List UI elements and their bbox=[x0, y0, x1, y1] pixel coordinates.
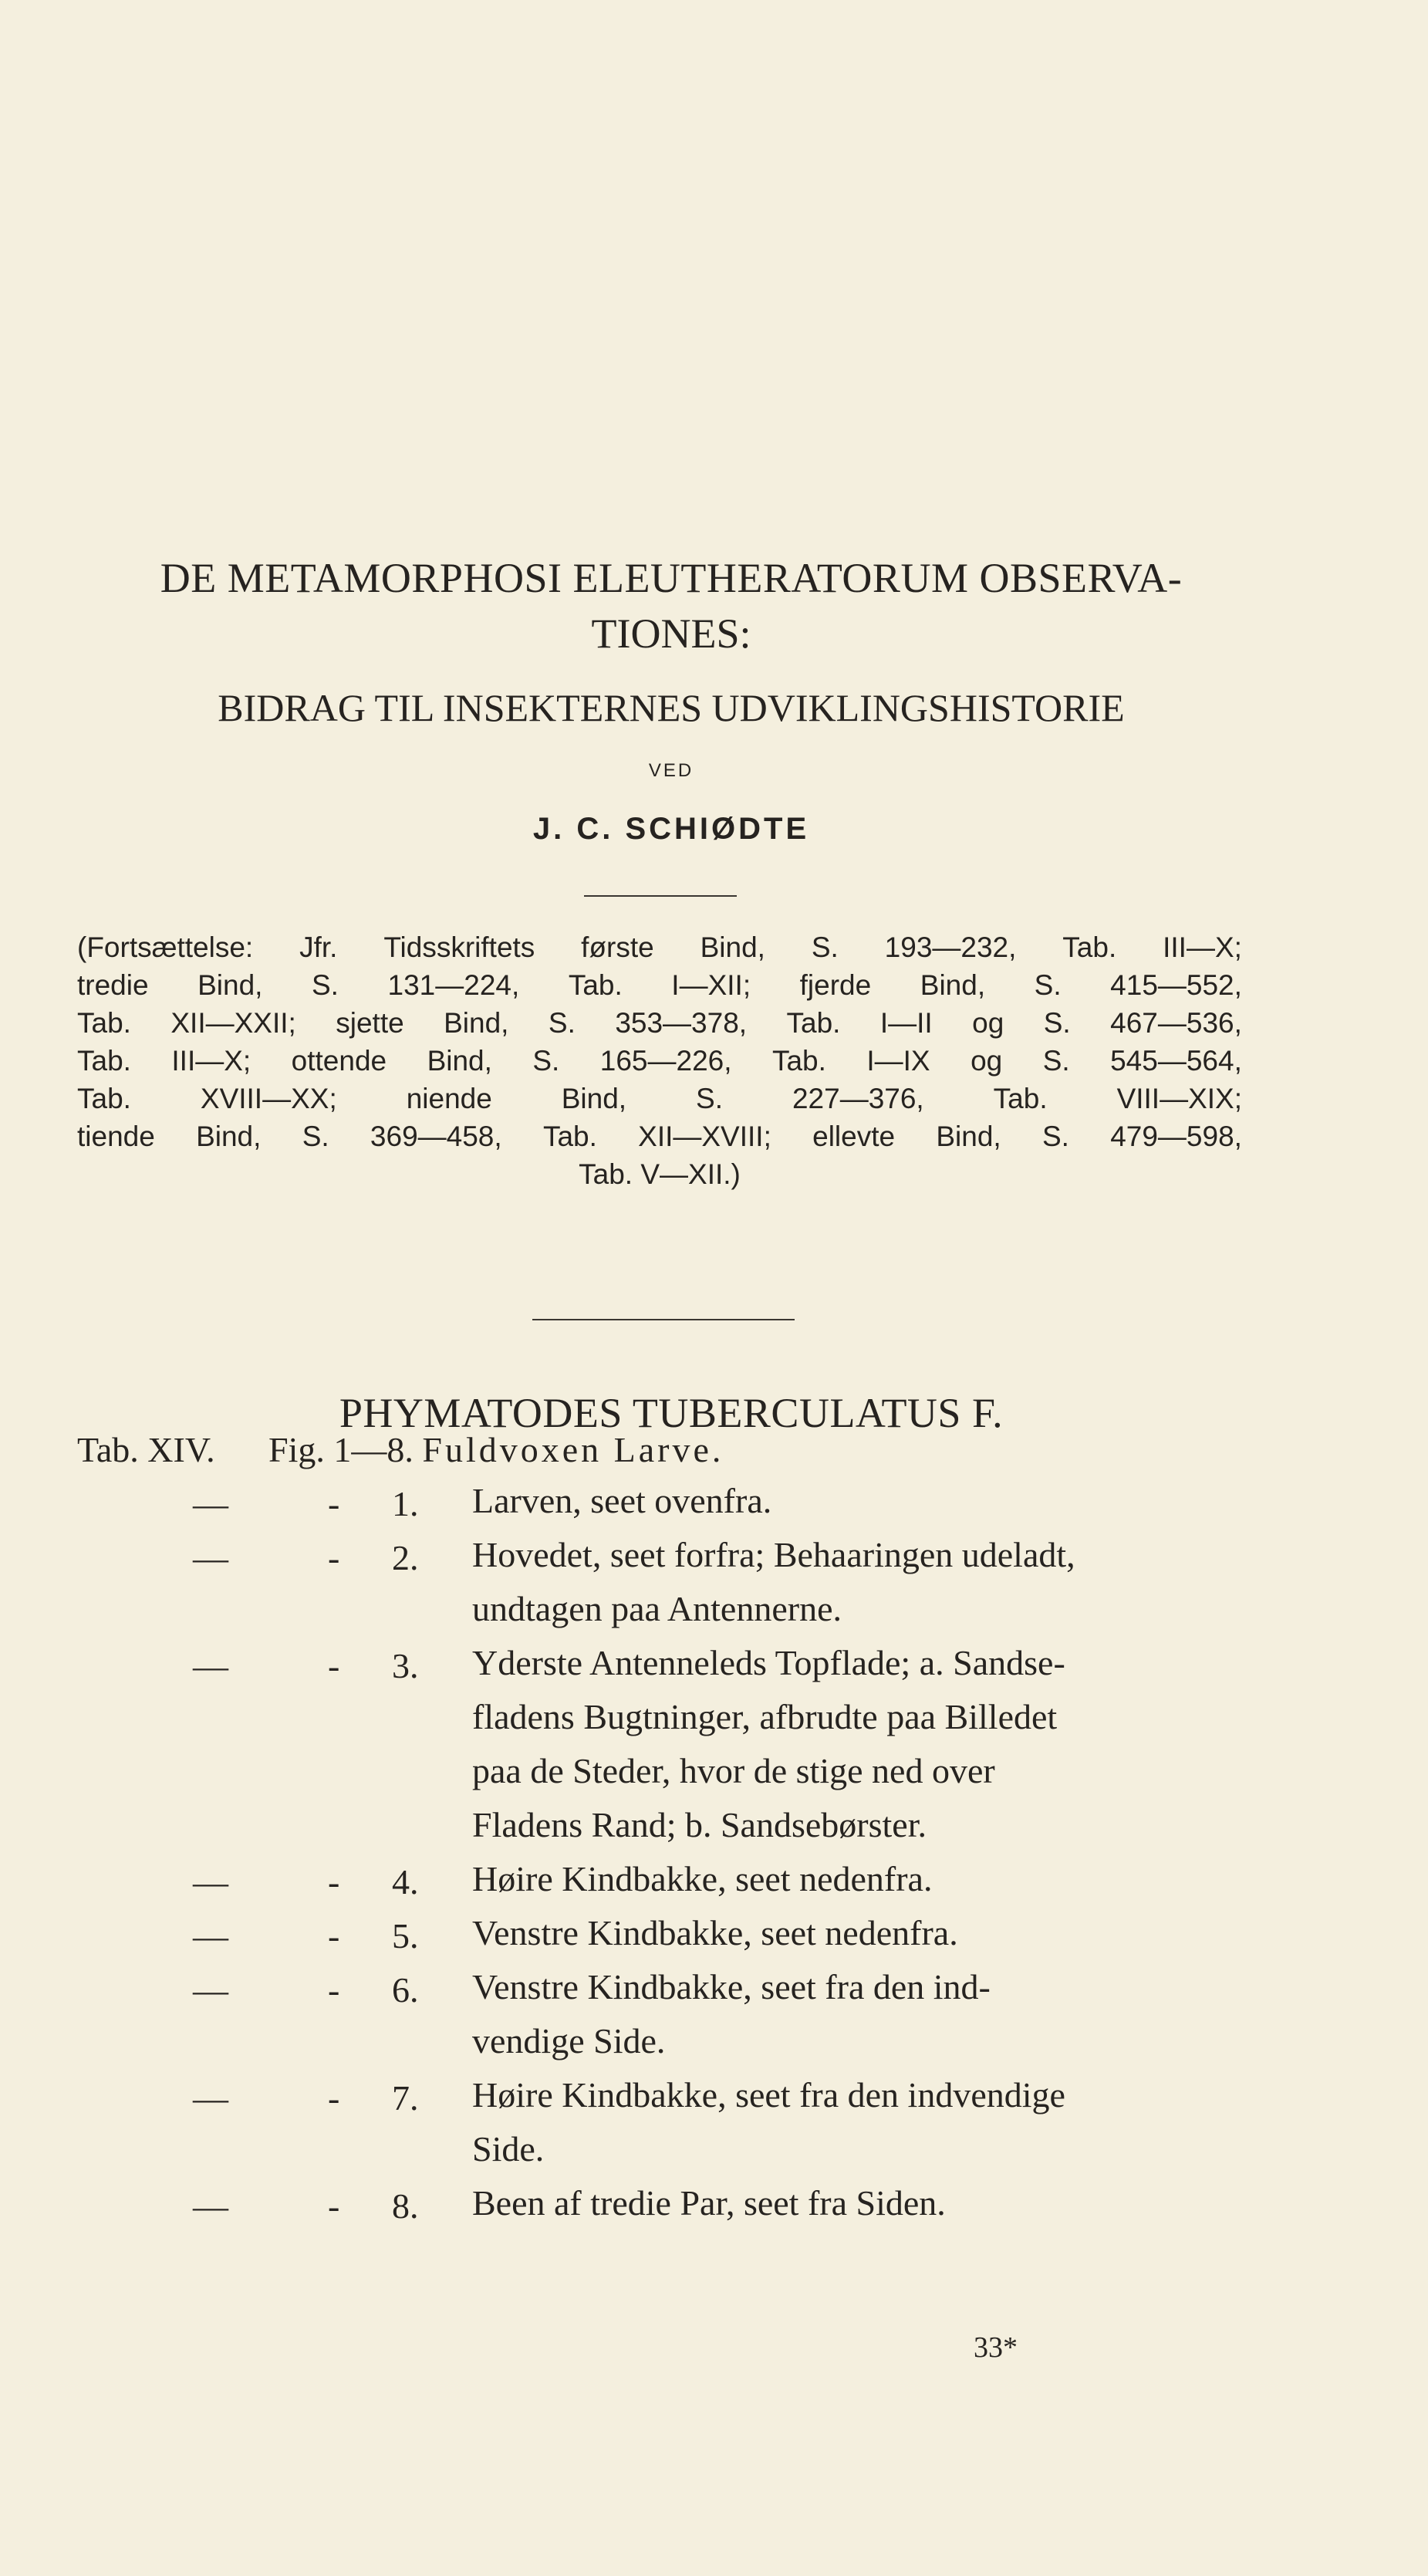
figure-description-line: Been af tredie Par, seet fra Siden. bbox=[472, 2183, 946, 2223]
references-word: 545—564, bbox=[1110, 1045, 1242, 1077]
references-word: Tidsskriftets bbox=[383, 931, 535, 963]
references-word: fjerde bbox=[799, 969, 872, 1001]
references-word: Tab. bbox=[542, 1121, 597, 1152]
figure-description-line: Venstre Kindbakke, seet nedenfra. bbox=[472, 1913, 958, 1952]
divider-rule-top bbox=[584, 895, 737, 897]
references-word: S. bbox=[1034, 969, 1062, 1001]
references-word: 369—458, bbox=[370, 1121, 502, 1152]
title-line-2: TIONES: bbox=[591, 610, 751, 657]
references-word: S. bbox=[811, 931, 839, 963]
references-word: 165—226, bbox=[599, 1045, 732, 1077]
references-line bbox=[77, 1042, 1242, 1080]
references-word: ellevte bbox=[812, 1121, 896, 1152]
figure-number: 7. bbox=[392, 2078, 419, 2118]
figure-list-header bbox=[77, 1429, 724, 1470]
ditto-hyphen: - bbox=[328, 2186, 340, 2226]
references-word: S. bbox=[532, 1045, 560, 1077]
references-line bbox=[77, 1080, 1242, 1117]
references-word: S. bbox=[302, 1121, 329, 1152]
ditto-dash: — bbox=[193, 1646, 228, 1685]
figure-description bbox=[472, 1906, 1267, 1960]
author-name: J. C. SCHIØDTE bbox=[532, 812, 810, 846]
figure-description bbox=[472, 1960, 1267, 2068]
references-word: XII—XVIII; bbox=[638, 1121, 771, 1152]
references-word: S. bbox=[1042, 1045, 1070, 1077]
ditto-dash: — bbox=[193, 2078, 228, 2118]
ditto-hyphen: - bbox=[328, 1538, 340, 1577]
references-word: III—X; bbox=[171, 1045, 252, 1077]
figure-description-line: Høire Kindbakke, seet fra den indvendige bbox=[472, 2075, 1065, 2115]
ditto-dash: — bbox=[193, 2186, 228, 2226]
figure-description bbox=[472, 1474, 1267, 1528]
references-word: (Fortsættelse: bbox=[77, 931, 254, 963]
title-line-1: DE METAMORPHOSI ELEUTHERATORUM OBSERVA- bbox=[160, 555, 1183, 601]
references-word: Bind, bbox=[197, 969, 263, 1001]
figure-number: 6. bbox=[392, 1970, 419, 2010]
references-word: 193—232, bbox=[884, 931, 1017, 963]
references-word: tredie bbox=[77, 969, 149, 1001]
figure-description-line: undtagen paa Antennerne. bbox=[472, 1589, 842, 1628]
references-line bbox=[77, 1117, 1242, 1155]
figure-number: 8. bbox=[392, 2186, 419, 2226]
references-word: S. bbox=[1043, 1007, 1071, 1039]
ditto-dash: — bbox=[193, 1970, 228, 2010]
ditto-hyphen: - bbox=[328, 1862, 340, 1902]
references-word: 467—536, bbox=[1110, 1007, 1242, 1039]
figure-description-line: fladens Bugtninger, afbrudte paa Billedet bbox=[472, 1697, 1058, 1736]
figure-number: 2. bbox=[392, 1538, 419, 1577]
references-word: Tab. bbox=[568, 969, 623, 1001]
ved-label: VED bbox=[648, 760, 694, 781]
references-word: S. bbox=[548, 1007, 576, 1039]
references-word: og bbox=[972, 1007, 1004, 1039]
references-word: S. bbox=[696, 1083, 724, 1114]
references-word: Bind, bbox=[561, 1083, 627, 1114]
references-word: 353—378, bbox=[615, 1007, 748, 1039]
references-word: S. bbox=[1041, 1121, 1069, 1152]
references-word: 415—552, bbox=[1110, 969, 1242, 1001]
ditto-dash: — bbox=[193, 1484, 228, 1523]
references-word: III—X; bbox=[1163, 931, 1242, 963]
figure-description bbox=[472, 1528, 1267, 1636]
ditto-dash: — bbox=[193, 1862, 228, 1902]
references-line bbox=[77, 928, 1242, 966]
tab-label: Tab. XIV. bbox=[77, 1430, 215, 1469]
fig-range-label: Fig. 1—8. bbox=[268, 1430, 414, 1469]
ditto-hyphen: - bbox=[328, 1970, 340, 2010]
figure-description-line: Larven, seet ovenfra. bbox=[472, 1481, 772, 1520]
references-word: Tab. bbox=[993, 1083, 1048, 1114]
references-word: sjette bbox=[336, 1007, 404, 1039]
subtitle: BIDRAG TIL INSEKTERNES UDVIKLINGSHISTORIE bbox=[218, 686, 1125, 729]
ditto-dash: — bbox=[193, 1916, 228, 1956]
references-word: VIII—XIX; bbox=[1116, 1083, 1242, 1114]
references-line bbox=[77, 1004, 1242, 1042]
ditto-hyphen: - bbox=[328, 1484, 340, 1523]
references-word: ottende bbox=[291, 1045, 387, 1077]
references-word: Tab. bbox=[77, 1083, 131, 1114]
references-word: Bind, bbox=[444, 1007, 509, 1039]
divider-rule-bottom bbox=[532, 1319, 795, 1320]
fig-range-description: Fuldvoxen Larve. bbox=[422, 1430, 724, 1469]
ditto-hyphen: - bbox=[328, 1646, 340, 1685]
figure-description-line: Yderste Antenneleds Topflade; a. Sandse- bbox=[472, 1643, 1065, 1682]
references-word: Tab. bbox=[77, 1045, 131, 1077]
references-word: første bbox=[581, 931, 654, 963]
references-word: I—IX bbox=[866, 1045, 930, 1077]
references-word: 227—376, bbox=[792, 1083, 924, 1114]
references-word: Bind, bbox=[936, 1121, 1001, 1152]
references-word: Bind, bbox=[196, 1121, 262, 1152]
references-word: Bind, bbox=[427, 1045, 492, 1077]
references-word: I—II bbox=[879, 1007, 933, 1039]
references-word: 479—598, bbox=[1110, 1121, 1242, 1152]
figure-description bbox=[472, 2176, 1267, 2230]
figure-number: 5. bbox=[392, 1916, 419, 1956]
references-word: tiende bbox=[77, 1121, 155, 1152]
references-word: Tab. bbox=[1062, 931, 1117, 963]
references-word: Bind, bbox=[920, 969, 986, 1001]
references-word: og bbox=[971, 1045, 1003, 1077]
references-line bbox=[77, 966, 1242, 1004]
figure-description-line: vendige Side. bbox=[472, 2021, 666, 2060]
ditto-dash: — bbox=[193, 1538, 228, 1577]
figure-description-line: paa de Steder, hvor de stige ned over bbox=[472, 1751, 995, 1790]
page-number: 33* bbox=[974, 2331, 1018, 2364]
figure-description-line: Fladens Rand; b. Sandsebørster. bbox=[472, 1805, 927, 1844]
references-word: Tab. bbox=[771, 1045, 826, 1077]
references-word: 131—224, bbox=[387, 969, 520, 1001]
references-word: XII—XXII; bbox=[170, 1007, 296, 1039]
figure-description bbox=[472, 2068, 1267, 2176]
figure-description bbox=[472, 1636, 1267, 1852]
references-paragraph bbox=[77, 928, 1242, 1193]
references-word: S. bbox=[312, 969, 339, 1001]
references-word: Tab. bbox=[77, 1007, 131, 1039]
references-word: Tab. bbox=[786, 1007, 841, 1039]
references-word: XVIII—XX; bbox=[200, 1083, 337, 1114]
figure-number: 1. bbox=[392, 1484, 419, 1523]
figure-description-line: Hovedet, seet forfra; Behaaringen udeladt, bbox=[472, 1535, 1075, 1574]
ditto-hyphen: - bbox=[328, 1916, 340, 1956]
references-word: I—XII; bbox=[671, 969, 751, 1001]
figure-description-line: Venstre Kindbakke, seet fra den ind- bbox=[472, 1967, 991, 2006]
figure-number: 4. bbox=[392, 1862, 419, 1902]
figure-number: 3. bbox=[392, 1646, 419, 1685]
figure-description-line: Side. bbox=[472, 2129, 545, 2169]
species-heading: PHYMATODES TUBERCULATUS F. bbox=[339, 1390, 1004, 1436]
references-word: Bind, bbox=[700, 931, 765, 963]
references-last-line: Tab. V—XII.) bbox=[579, 1158, 741, 1190]
references-word: niende bbox=[406, 1083, 492, 1114]
figure-description-line: Høire Kindbakke, seet nedenfra. bbox=[472, 1859, 933, 1898]
figure-description bbox=[472, 1852, 1267, 1906]
references-word: Jfr. bbox=[299, 931, 338, 963]
ditto-hyphen: - bbox=[328, 2078, 340, 2118]
